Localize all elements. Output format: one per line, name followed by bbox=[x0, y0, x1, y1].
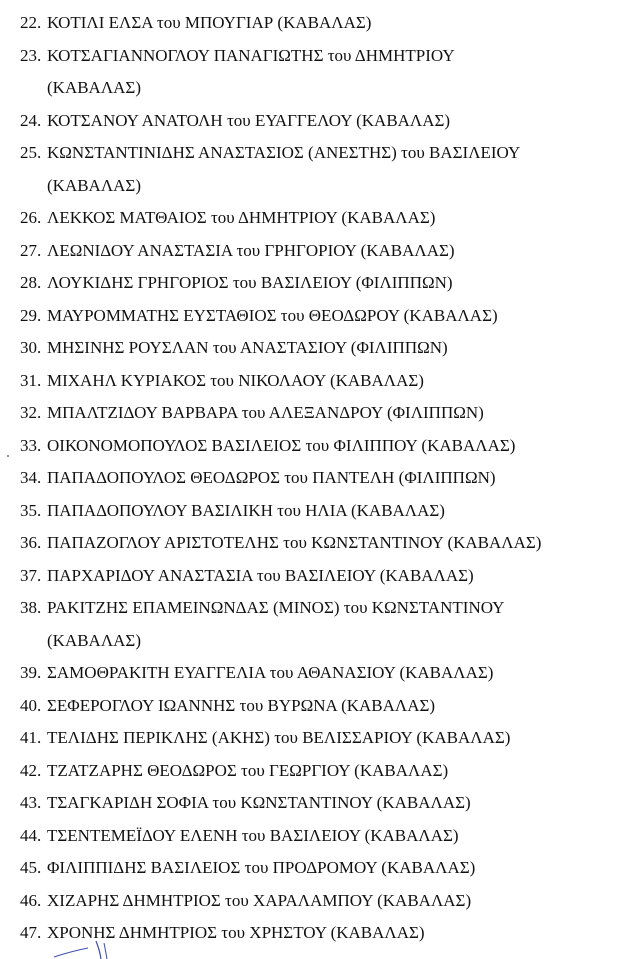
entry-name: ΚΩΝΣΤΑΝΤΙΝΙΔΗΣ ΑΝΑΣΤΑΣΙΟΣ (ΑΝΕΣΤΗΣ) του ΒΑΣΙΛΕΙΟΥ bbox=[47, 143, 521, 162]
list-item bbox=[0, 462, 620, 495]
entry-name: ΚΟΤΣΑΓΙΑΝΝΟΓΛΟΥ ΠΑΝΑΓΙΩΤΗΣ του ΔΗΜΗΤΡΙΟΥ bbox=[47, 45, 455, 65]
list-item bbox=[0, 202, 620, 235]
entry-name: ΦΙΛΙΠΠΙΔΗΣ ΒΑΣΙΛΕΙΟΣ του ΠΡΟΔΡΟΜΟΥ (ΚΑΒΑΛΑΣ) bbox=[47, 858, 476, 877]
entry-name: ΛΟΥΚΙΔΗΣ ΓΡΗΓΟΡΙΟΣ του ΒΑΣΙΛΕΙΟΥ (ΦΙΛΙΠΠΩΝ) bbox=[47, 273, 453, 292]
entry-number: 46. bbox=[20, 890, 42, 910]
entry-name: ΛΕΚΚΟΣ ΜΑΤΘΑΙΟΣ του ΔΗΜΗΤΡΙΟΥ (ΚΑΒΑΛΑΣ) bbox=[47, 208, 436, 227]
entry-name: ΜΑΥΡΟΜΜΑΤΗΣ ΕΥΣΤΑΘΙΟΣ του ΘΕΟΔΩΡΟΥ (ΚΑΒΑΛΑΣ) bbox=[47, 305, 498, 325]
entry-number: 43. bbox=[20, 793, 42, 812]
entry-number: 41. bbox=[20, 728, 42, 747]
entry-name: ΤΣΕΝΤΕΜΕΪΔΟΥ ΕΛΕΝΗ του ΒΑΣΙΛΕΙΟΥ (ΚΑΒΑΛΑΣ) bbox=[47, 825, 459, 845]
entry-name: ΧΡΟΝΗΣ ΔΗΜΗΤΡΙΟΣ του ΧΡΗΣΤΟΥ (ΚΑΒΑΛΑΣ) bbox=[47, 923, 425, 942]
entry-number: 42. bbox=[20, 760, 42, 780]
entry-number: 34. bbox=[20, 468, 42, 487]
entry-name: ΠΑΡΧΑΡΙΔΟΥ ΑΝΑΣΤΑΣΙΑ του ΒΑΣΙΛΕΙΟΥ (ΚΑΒΑΛΑΣ) bbox=[47, 565, 474, 585]
list-item bbox=[0, 852, 620, 885]
entry-number: 30. bbox=[20, 338, 42, 357]
list-item-continuation bbox=[0, 170, 620, 203]
list-item bbox=[0, 560, 620, 593]
entry-number: 35. bbox=[20, 500, 42, 520]
entry-name: ΣΑΜΟΘΡΑΚΙΤΗ ΕΥΑΓΓΕΛΙΑ του ΑΘΑΝΑΣΙΟΥ (ΚΑΒΑΛΑΣ) bbox=[47, 663, 494, 682]
entry-number: 39. bbox=[20, 663, 42, 682]
entry-number: 26. bbox=[20, 208, 42, 227]
entry-number: 44. bbox=[20, 825, 42, 845]
entry-number: 32. bbox=[20, 403, 42, 422]
entry-name: ΠΑΠΑΔΟΠΟΥΛΟΣ ΘΕΟΔΩΡΟΣ του ΠΑΝΤΕΛΗ (ΦΙΛΙΠΠΩΝ) bbox=[47, 468, 496, 487]
list-item bbox=[0, 332, 620, 365]
entry-name: ΠΑΠΑΔΟΠΟΥΛΟΥ ΒΑΣΙΛΙΚΗ του ΗΛΙΑ (ΚΑΒΑΛΑΣ) bbox=[47, 500, 445, 520]
list-item bbox=[0, 755, 620, 788]
list-item bbox=[0, 397, 620, 430]
list-item bbox=[0, 235, 620, 268]
list-item bbox=[0, 495, 620, 528]
list-item bbox=[0, 820, 620, 853]
entry-continuation: (ΚΑΒΑΛΑΣ) bbox=[47, 630, 141, 650]
entry-name: ΡΑΚΙΤΖΗΣ ΕΠΑΜΕΙΝΩΝΔΑΣ (ΜΙΝΟΣ) του ΚΩΝΣΤΑΝΤΙΝΟΥ bbox=[47, 598, 505, 617]
entry-number: 28. bbox=[20, 273, 42, 292]
entry-number: 45. bbox=[20, 858, 42, 877]
scan-speck bbox=[7, 455, 9, 457]
entry-number: 40. bbox=[20, 695, 42, 715]
entry-number: 24. bbox=[20, 110, 42, 130]
entry-continuation: (ΚΑΒΑΛΑΣ) bbox=[47, 175, 141, 195]
list-item bbox=[0, 657, 620, 690]
list-item bbox=[0, 40, 620, 73]
entry-name: ΟΙΚΟΝΟΜΟΠΟΥΛΟΣ ΒΑΣΙΛΕΙΟΣ του ΦΙΛΙΠΠΟΥ (ΚΑΒΑΛΑΣ) bbox=[47, 435, 516, 455]
list-item bbox=[0, 365, 620, 398]
list-item bbox=[0, 527, 620, 560]
list-item bbox=[0, 300, 620, 333]
list-item bbox=[0, 885, 620, 918]
entry-name: ΛΕΩΝΙΔΟΥ ΑΝΑΣΤΑΣΙΑ του ΓΡΗΓΟΡΙΟΥ (ΚΑΒΑΛΑΣ) bbox=[47, 240, 455, 260]
list-item bbox=[0, 267, 620, 300]
list-item bbox=[0, 105, 620, 138]
entry-name: ΤΣΑΓΚΑΡΙΔΗ ΣΟΦΙΑ του ΚΩΝΣΤΑΝΤΙΝΟΥ (ΚΑΒΑΛΑΣ) bbox=[47, 793, 471, 812]
entry-name: ΤΕΛΙΔΗΣ ΠΕΡΙΚΛΗΣ (ΑΚΗΣ) του ΒΕΛΙΣΣΑΡΙΟΥ (ΚΑΒΑΛΑΣ) bbox=[47, 728, 511, 747]
entry-number: 31. bbox=[20, 370, 42, 390]
entry-number: 27. bbox=[20, 240, 42, 260]
list-item-continuation bbox=[0, 72, 620, 105]
entry-number: 47. bbox=[20, 923, 42, 942]
entry-name: ΜΗΣΙΝΗΣ ΡΟΥΣΛΑΝ του ΑΝΑΣΤΑΣΙΟΥ (ΦΙΛΙΠΠΩΝ) bbox=[47, 338, 448, 357]
entry-name: ΧΙΖΑΡΗΣ ΔΗΜΗΤΡΙΟΣ του ΧΑΡΑΛΑΜΠΟΥ (ΚΑΒΑΛΑΣ) bbox=[47, 890, 472, 910]
list-item bbox=[0, 690, 620, 723]
entry-continuation: (ΚΑΒΑΛΑΣ) bbox=[47, 78, 141, 97]
list-item bbox=[0, 137, 620, 170]
list-item bbox=[0, 787, 620, 820]
entry-number: 37. bbox=[20, 565, 42, 585]
entry-name: ΜΠΑΛΤΖΙΔΟΥ ΒΑΡΒΑΡΑ του ΑΛΕΞΑΝΔΡΟΥ (ΦΙΛΙΠΠΩΝ) bbox=[47, 403, 484, 422]
entry-number: 36. bbox=[20, 533, 42, 552]
entry-name: ΠΑΠΑΖΟΓΛΟΥ ΑΡΙΣΤΟΤΕΛΗΣ του ΚΩΝΣΤΑΝΤΙΝΟΥ (ΚΑΒΑΛΑΣ) bbox=[47, 533, 542, 552]
entry-name: ΚΟΤΣΑΝΟΥ ΑΝΑΤΟΛΗ του ΕΥΑΓΓΕΛΟΥ (ΚΑΒΑΛΑΣ) bbox=[47, 110, 451, 130]
list-item bbox=[0, 722, 620, 755]
entry-number: 23. bbox=[20, 45, 42, 65]
signature-mark bbox=[52, 940, 122, 959]
entry-number: 33. bbox=[20, 435, 42, 455]
list-item-continuation bbox=[0, 625, 620, 658]
list-item bbox=[0, 7, 620, 40]
entry-name: ΤΖΑΤΖΑΡΗΣ ΘΕΟΔΩΡΟΣ του ΓΕΩΡΓΙΟΥ (ΚΑΒΑΛΑΣ) bbox=[47, 760, 449, 780]
entry-number: 29. bbox=[20, 305, 42, 325]
entry-name: ΜΙΧΑΗΛ ΚΥΡΙΑΚΟΣ του ΝΙΚΟΛΑΟΥ (ΚΑΒΑΛΑΣ) bbox=[47, 370, 424, 390]
entry-name: ΣΕΦΕΡΟΓΛΟΥ ΙΩΑΝΝΗΣ του ΒΥΡΩΝΑ (ΚΑΒΑΛΑΣ) bbox=[47, 695, 436, 715]
entry-number: 22. bbox=[20, 13, 42, 32]
entry-number: 25. bbox=[20, 143, 42, 162]
entry-number: 38. bbox=[20, 598, 42, 617]
candidate-list bbox=[0, 7, 620, 950]
list-item bbox=[0, 430, 620, 463]
list-item bbox=[0, 592, 620, 625]
entry-name: ΚΟΤΙΛΙ ΕΛΣΑ του ΜΠΟΥΓΙΑΡ (ΚΑΒΑΛΑΣ) bbox=[47, 13, 372, 32]
